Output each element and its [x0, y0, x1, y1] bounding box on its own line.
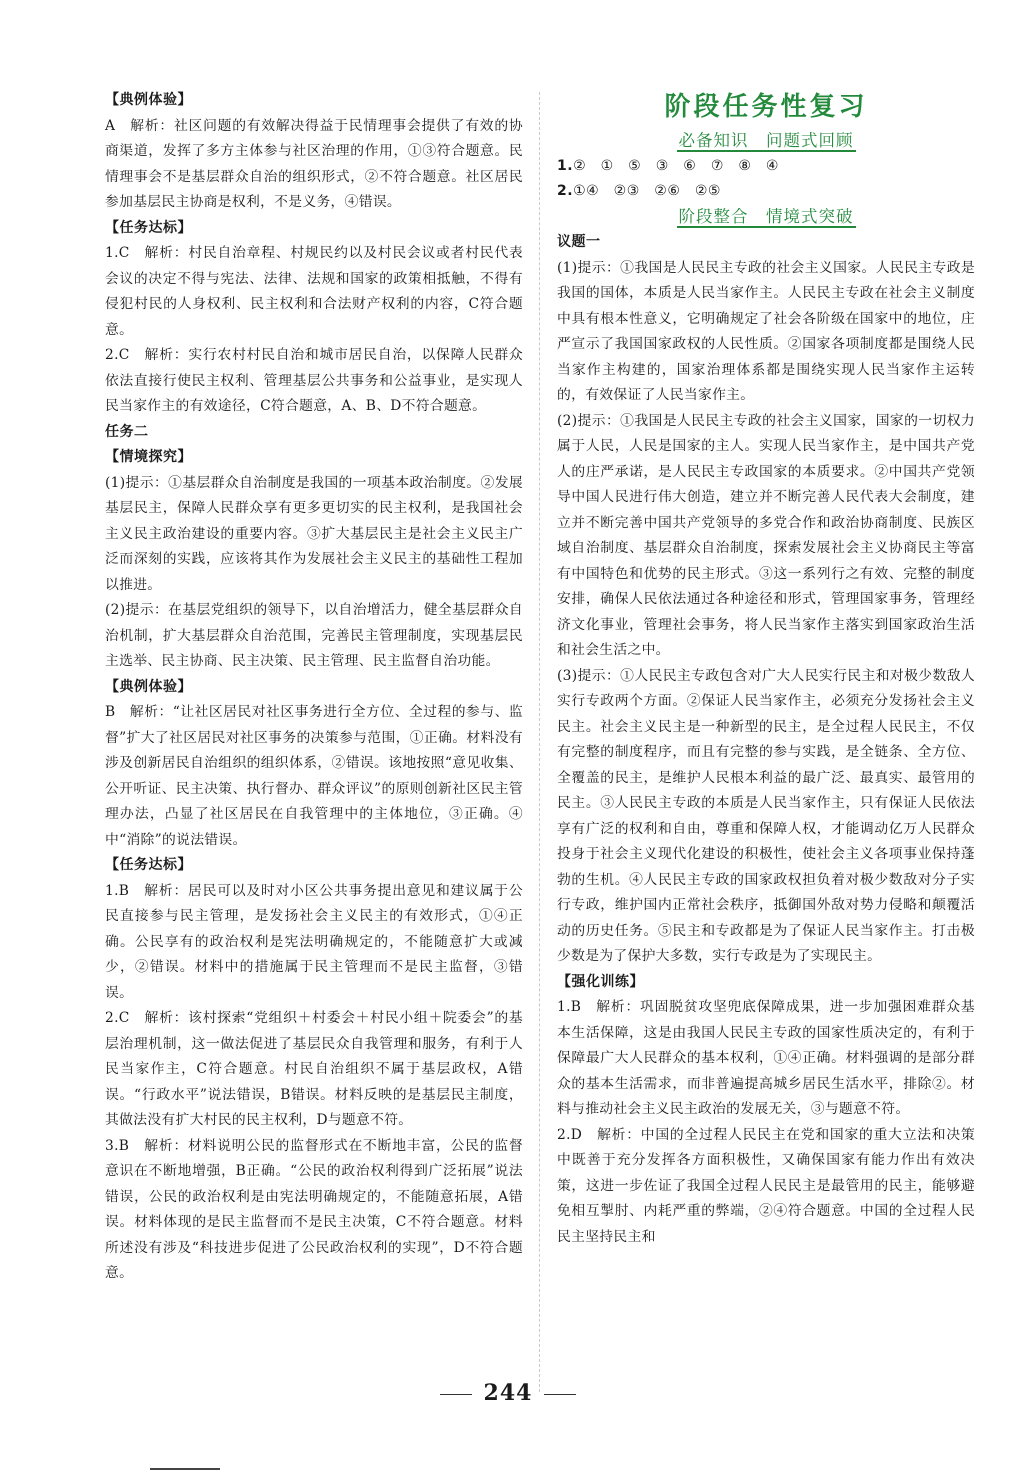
answer-paragraph: 1.C 解析：村民自治章程、村规民约以及村民会议或者村民代表会议的决定不得与宪法、法律、法规和国家的政策相抵触，不得有侵犯村民的人身权利、民主权利和合法财产权利的内容，C符合题意。 — [105, 245, 523, 338]
footer-dash — [440, 1394, 472, 1395]
column-divider — [539, 92, 540, 1392]
review-subtitle — [557, 128, 975, 154]
answer-paragraph: B 解析：“让社区居民对社区事务进行全方位、全过程的参与、监督”扩大了社区居民对社区事务的决策参与范围，①正确。材料没有涉及创新居民自治组织的组织体系，②错误。该地按照“意见收集、公开听证、民主决策、执行督办、群众评议”的原则创新社区民主管理办法，凸显了社区居民在自我管理中的主体地位，③正确。④中“消除”的说法错误。 — [105, 704, 523, 848]
review-subtitle — [557, 204, 975, 230]
section-heading: 【典例体验】 — [105, 92, 192, 108]
answer-paragraph: (2)提示：①我国是人民民主专政的社会主义国家，国家的一切权力属于人民，人民是国家的主人。实现人民当家作主，是中国共产党人的庄严承诺，是人民民主专政国家的本质要求。②中国共产党领导中国人民进行伟大创造，建立并不断完善人民代表大会制度，建立并不断完善中国共产党领导的多党合作和政治协商制度、民族区域自治制度、基层群众自治制度，探索发展社会主义协商民主等富有中国特色和优势的民主形式。③这一系列行之有效、完整的制度安排，确保人民依法通过各种途径和形式，管理国家事务，管理经济文化事业，管理社会事务，将人民当家作主落实到国家政治生活和社会生活之中。 — [557, 412, 975, 658]
topic-heading: 议题一 — [557, 234, 601, 250]
answer-line — [557, 154, 975, 179]
answer-number: 2. — [557, 183, 574, 199]
answer-paragraph: (1)提示：①基层群众自治制度是我国的一项基本政治制度。②发展基层民主，保障人民群众享有更多更切实的民主权利，是我国社会主义民主政治建设的重要内容。③扩大基层民主是社会主义民主广泛而深刻的实践，应该将其作为发展社会主义民主的基础性工程加以推进。 — [105, 474, 523, 593]
review-title: 阶段任务性复习 — [664, 92, 868, 122]
answer-paragraph: (2)提示：在基层党组织的领导下，以自治增活力，健全基层群众自治机制，扩大基层群众自治范围，完善民主管理制度，实现基层民主选举、民主协商、民主决策、民主管理、民主监督自治功能。 — [105, 602, 523, 669]
section-heading: 【情境探究】 — [105, 449, 192, 465]
section-heading: 【典例体验】 — [105, 678, 192, 695]
answer-paragraph: 2.C 解析：实行农村村民自治和城市居民自治，以保障人民群众依法直接行使民主权利、管理基层公共事务和公益事业，是实现人民当家作主的有效途径，C符合题意，A、B、D不符合题意。 — [105, 347, 523, 414]
answer-paragraph: 1.B 解析：巩固脱贫攻坚兜底保障成果，进一步加强困难群众基本生活保障，这是由我国人民民主专政的国家性质决定的，有利于保障最广大人民群众的基本权利，①④正确。材料强调的是部分群众的基本生活需求，而非普遍提高城乡居民生活水平，排除②。材料与推动社会主义民主政治的发展无关，③与题意不符。 — [557, 999, 975, 1117]
answer-line — [557, 179, 975, 204]
answer-paragraph: (3)提示：①人民民主专政包含对广大人民实行民主和对极少数敌人实行专政两个方面。②保证人民当家作主，必须充分发扬社会主义民主。社会主义民主是一种新型的民主，是全过程人民民主，不仅有完整的制度程序，而且有完整的参与实践，是全链条、全方位、全覆盖的民主，是维护人民根本利益的最广泛、最真实、最管用的民主。③人民民主专政的本质是人民当家作主，只有保证人民依法享有广泛的权利和自由，尊重和保障人权，才能调动亿万人民群众投身于社会主义现代化建设的积极性，使社会主义各项事业保持蓬勃的生机。④人民民主专政的国家政权担负着对极少数敌对分子实行专政，维护国内正常社会秩序，抵御国外敌对势力侵略和颠覆活动的历史任务。⑤民主和专政都是为了保证人民当家作主。打击极少数是为了保护大多数，实行专政是为了实现民主。 — [557, 667, 975, 964]
footer-dash — [544, 1394, 576, 1395]
answer-paragraph: 2.C 解析：该村探索“党组织＋村委会＋村民小组＋院委会”的基层治理机制，这一做法促进了基层民众自我管理和服务，有利于人民当家作主，C符合题意。村民自治组织不属于基层政权，A错误。“行政水平”说法错误，B错误。材料反映的是基层民主制度，其做法没有扩大村民的民主权利，D与题意不符。 — [105, 1010, 523, 1128]
answer-choices: ①④ ②③ ②⑥ ②⑤ — [573, 183, 721, 199]
subtitle-text: 必备知识 问题式回顾 — [678, 131, 854, 150]
left-column — [105, 88, 523, 1287]
answer-paragraph: 1.B 解析：居民可以及时对小区公共事务提出意见和建议属于公民直接参与民主管理，是发扬社会主义民主的有效形式，①④正确。公民享有的政治权利是宪法明确规定的，不能随意扩大或减少，②错误。材料中的措施属于民主管理而不是民主监督，③错误。 — [105, 882, 523, 1001]
answer-paragraph: 2.D 解析：中国的全过程人民民主在党和国家的重大立法和决策中既善于充分发挥各方面积极性，又确保国家有能力作出有效决策，这进一步佐证了我国全过程人民民主是最管用的民主，能够避免相互掣肘、内耗严重的弊端，②④符合题意。中国的全过程人民民主坚持民主和 — [557, 1126, 975, 1245]
right-column — [557, 88, 975, 1250]
corner-mark — [150, 1468, 220, 1470]
answer-choices: ② ① ⑤ ③ ⑥ ⑦ ⑧ ④ — [573, 158, 779, 174]
section-heading: 【任务达标】 — [105, 857, 192, 873]
answer-paragraph: 3.B 解析：材料说明公民的监督形式在不断地丰富，公民的监督意识在不断地增强，B正确。“公民的政治权利得到广泛拓展”说法错误，公民的政治权利是由宪法明确规定的，不能随意拓展，A错误。材料体现的是民主监督而不是民主决策，C不符合题意。材料所述没有涉及“科技进步促进了公民政治权利的实现”，D不符合题意。 — [105, 1137, 523, 1281]
section-heading: 【强化训练】 — [557, 973, 644, 990]
answer-paragraph: A 解析：社区问题的有效解决得益于民情理事会提供了有效的协商渠道，发挥了多方主体参与社区治理的作用，①③符合题意。民情理事会不是基层群众自治的组织形式，②不符合题意。社区居民参加基层民主协商是权利，不是义务，④错误。 — [105, 117, 523, 210]
section-heading: 【任务达标】 — [105, 219, 192, 236]
subtitle-text: 阶段整合 情境式突破 — [678, 207, 854, 226]
page-footer — [0, 1380, 1016, 1406]
page-number: 244 — [483, 1380, 533, 1406]
task-heading: 任务二 — [105, 423, 149, 440]
answer-paragraph: (1)提示：①我国是人民民主专政的社会主义国家。人民民主专政是我国的国体，本质是人民当家作主。人民民主专政在社会主义制度中具有根本性意义，它明确规定了社会各阶级在国家中的地位，庄严宣示了我国国家政权的人民性质。②国家各项制度都是围绕人民当家作主构建的，国家治理体系都是围绕实现人民当家作主运转的，有效保证了人民当家作主。 — [557, 259, 975, 403]
answer-number: 1. — [557, 158, 574, 174]
